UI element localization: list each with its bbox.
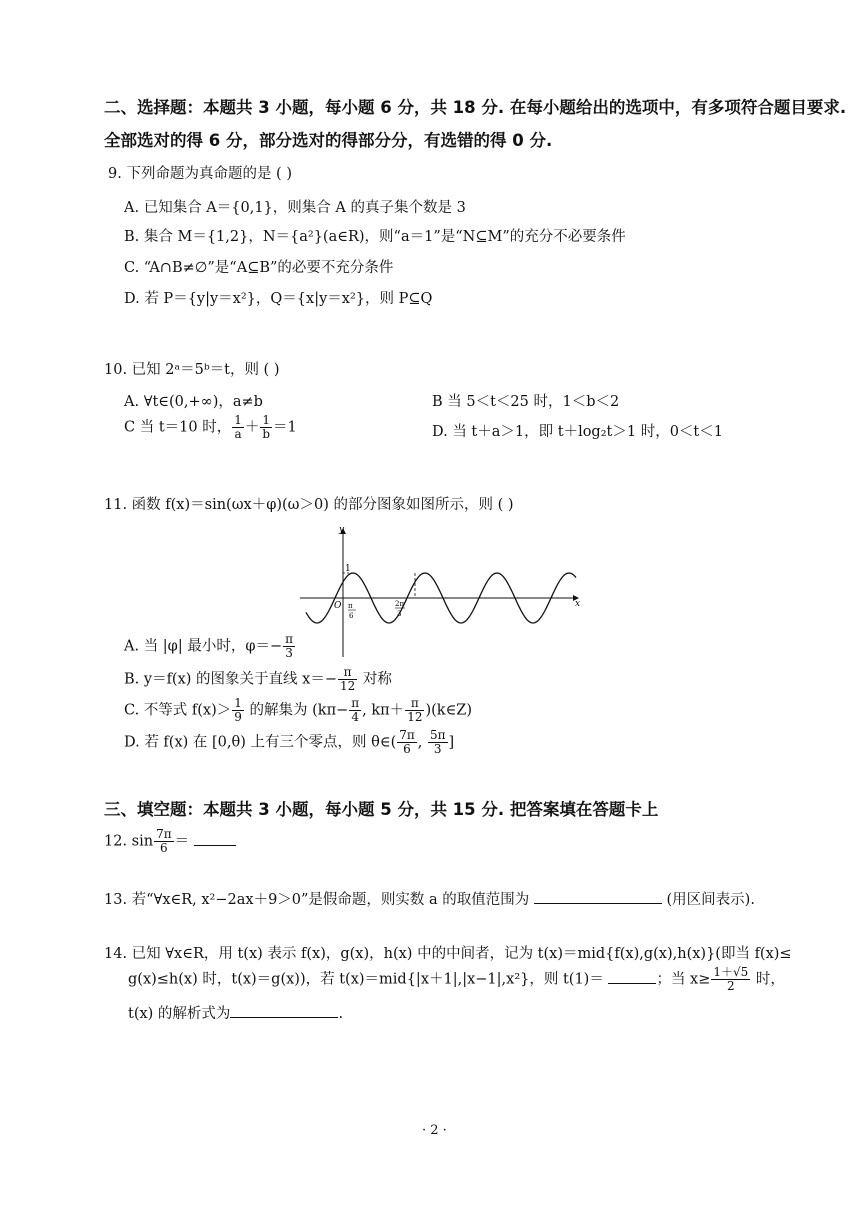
fraction-7pi-over-6-b: $\frac{7\pi}{6}$: [156, 827, 172, 856]
question-9-stem: 9. 下列命题为真命题的是 ( ): [108, 166, 292, 182]
question-10-stem: 10. 已知 2ᵃ＝5ᵇ＝t，则 ( ): [104, 362, 280, 378]
tick-2pi-3-denominator: 3: [397, 610, 402, 618]
fraction-1-over-b: $\frac{1}{b}$: [262, 413, 271, 442]
question-10-option-b: B 当 5＜t＜25 时，1＜b＜2: [432, 394, 620, 410]
fraction-pi-over-4: $\frac{\pi}{4}$: [351, 696, 360, 725]
tick-pi-6-denominator: 6: [349, 612, 354, 620]
section-3-heading: 三、填空题：本题共 3 小题，每小题 5 分，共 15 分. 把答案填在答题卡上: [104, 800, 659, 819]
y-axis-label: y: [339, 525, 345, 535]
y-tick-1-label: 1: [345, 564, 351, 574]
sine-graph: [296, 525, 586, 665]
question-11-option-c: C. 不等式 f(x)＞ $\frac{1}{9}$ 的解集为 (kπ− $\frac{\pi}{4}$ , kπ＋ $\frac{\pi}{12}$ )(k∈Z): [124, 696, 473, 725]
question-10-option-c-post: ＝1: [273, 419, 297, 436]
fraction-1-plus-root5-over-2: $\frac{1+√5}{2}$: [713, 965, 749, 994]
question-10-option-d: D. 当 t＋a＞1，即 t＋log₂t＞1 时，0＜t＜1: [432, 424, 723, 440]
page-number: · 2 ·: [422, 1123, 447, 1138]
origin-label: O: [334, 601, 342, 611]
question-11-stem: 11. 函数 f(x)＝sin(ωx＋φ)(ω＞0) 的部分图象如图所示，则 ( ): [104, 497, 514, 513]
fraction-7pi-over-6: $\frac{7\pi}{6}$: [399, 728, 415, 757]
question-9-option-c: C. “A∩B≠∅”是“A⊆B”的必要不充分条件: [124, 260, 394, 276]
question-10-option-a: A. ∀t∈(0,+∞)，a≠b: [124, 394, 263, 410]
answer-blank-13[interactable]: [534, 902, 662, 904]
tick-2pi-3-numerator: 2π: [395, 600, 405, 608]
fraction-pi-over-12-b: $\frac{\pi}{12}$: [407, 696, 423, 725]
answer-blank-14a[interactable]: [608, 982, 656, 984]
section-2-heading-line1: 二、选择题：本题共 3 小题，每小题 6 分，共 18 分. 在每小题给出的选项中，有多项符合题目要求.: [104, 98, 847, 117]
fraction-1-over-9: $\frac{1}{9}$: [234, 696, 242, 725]
x-axis-label: x: [575, 599, 581, 609]
question-9-option-b: B. 集合 M＝{1,2}，N＝{a²}(a∈R)，则“a＝1”是“N⊆M”的充分不必要条件: [124, 229, 626, 245]
question-9-option-a: A. 已知集合 A＝{0,1}，则集合 A 的真子集个数是 3: [124, 200, 466, 216]
question-14-line2: g(x)≤h(x) 时，t(x)＝g(x))，若 t(x)＝mid{|x＋1|,|x−1|,x²}，则 t(1)＝ ；当 x≥ $\frac{1+√5}{2}$ 时，: [128, 965, 785, 994]
question-10-option-c-pre: C 当 t＝10 时，: [124, 419, 232, 436]
fraction-pi-over-3: $\frac{\pi}{3}$: [285, 632, 294, 661]
question-9-option-d: D. 若 P＝{y|y＝x²}，Q＝{x|y＝x²}，则 P⊆Q: [124, 291, 433, 307]
question-14-line3: t(x) 的解析式为 .: [128, 1006, 344, 1022]
fraction-1-over-a: $\frac{1}{a}$: [234, 413, 242, 442]
tick-pi-6-numerator: π: [348, 602, 353, 610]
question-11-option-b: B. y＝f(x) 的图象关于直线 x＝− $\frac{\pi}{12}$ 对称: [124, 665, 392, 694]
fraction-5pi-over-3: $\frac{5\pi}{3}$: [429, 728, 446, 757]
question-11-option-d: D. 若 f(x) 在 [0,θ) 上有三个零点，则 θ∈( $\frac{7\pi}{6}$ , $\frac{5\pi}{3}$ ]: [124, 728, 455, 757]
question-10-option-c: C 当 t＝10 时， $\frac{1}{a}$ ＋ $\frac{1}{b}$ ＝1: [124, 413, 297, 442]
section-2-heading-line2: 全部选对的得 6 分，部分选对的得部分分，有选错的得 0 分.: [104, 131, 553, 150]
question-11-option-a: A. 当 |φ| 最小时，φ＝− $\frac{\pi}{3}$: [124, 632, 294, 661]
question-12: 12. sin $\frac{7\pi}{6}$ ＝: [104, 828, 236, 855]
question-14-line1: 14. 已知 ∀x∈R，用 t(x) 表示 f(x)，g(x)，h(x) 中的中间者，记为 t(x)＝mid{f(x),g(x),h(x)}(即当 f(x)≤: [104, 946, 792, 962]
answer-blank-14b[interactable]: [230, 1016, 338, 1018]
question-13: 13. 若“∀x∈R, x²−2ax＋9＞0”是假命题，则实数 a 的取值范围为 (用区间表示).: [104, 892, 755, 908]
fraction-pi-over-12: $\frac{\pi}{12}$: [339, 665, 356, 694]
answer-blank-12[interactable]: [194, 844, 236, 846]
